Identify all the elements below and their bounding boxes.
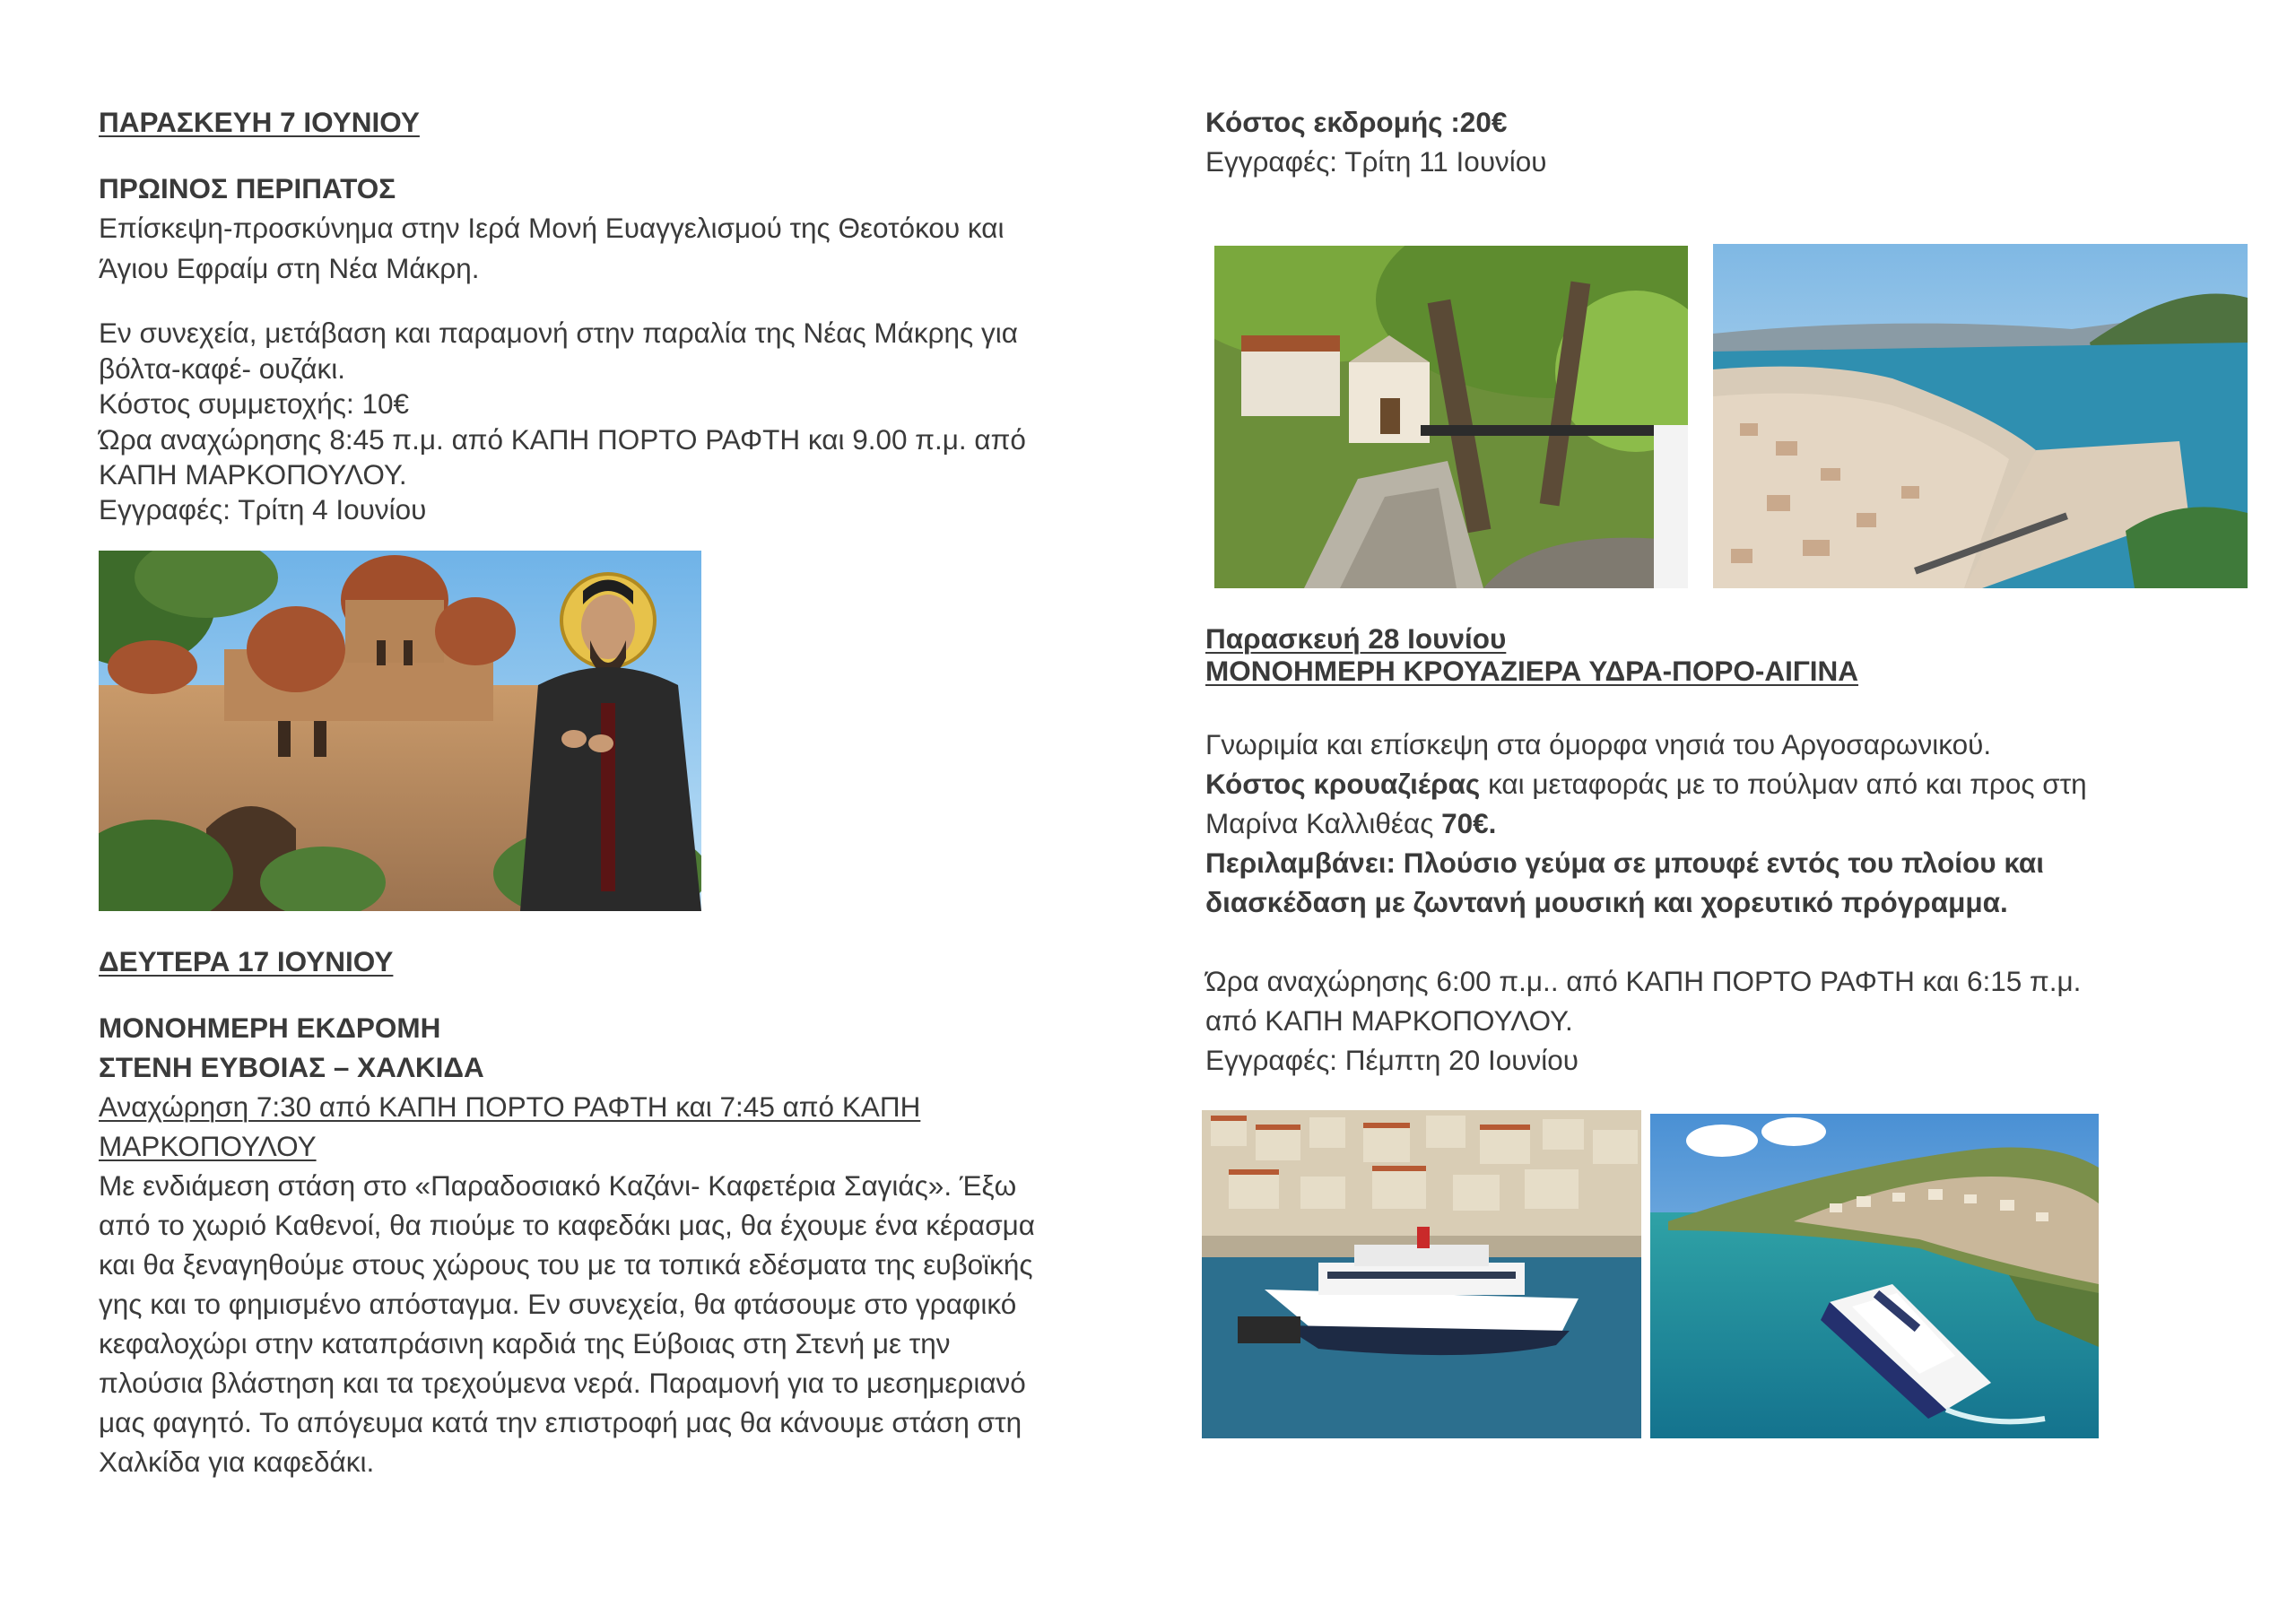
event-departure-line2: ΜΑΡΚΟΠΟΥΛΟΥ <box>99 1130 317 1162</box>
event-body-line: μας φαγητό. Το απόγευμα κατά την επιστροφή μας θα κάνουμε στάση στη <box>99 1406 1022 1438</box>
cruise-cost-line1 <box>1205 764 2087 804</box>
event-description-line1: Επίσκεψη-προσκύνημα στην Ιερά Μονή Ευαγγελισμού της Θεοτόκου και <box>99 212 1004 244</box>
event-departure-line2: ΚΑΠΗ ΜΑΡΚΟΠΟΥΛΟΥ. <box>99 458 407 491</box>
event-departure-line1: Ώρα αναχώρησης 8:45 π.μ. από ΚΑΠΗ ΠΟΡΤΟ ΡΑΦΤΗ και 9.00 π.μ. από <box>99 423 1026 456</box>
event-title-line1: ΜΟΝΟΗΜΕΡΗ ΕΚΔΡΟΜΗ <box>99 1012 441 1044</box>
stream-chapel-image <box>1214 246 1688 588</box>
event-date-june-7: ΠΑΡΑΣΚΕΥΗ 7 ΙΟΥΝΙΟΥ <box>99 106 420 138</box>
cruise-includes-line2: διασκέδαση με ζωντανή μουσική και χορευτικό πρόγραμμα. <box>1205 886 2008 918</box>
hydra-harbor-image <box>1202 1110 1641 1438</box>
event-description-line2: Άγιου Εφραίμ στη Νέα Μάκρη. <box>99 252 480 284</box>
cruise-intro: Γνωριμία και επίσκεψη στα όμορφα νησιά του Αργοσαρωνικού. <box>1205 728 1992 760</box>
event-body-line: γης και το φημισμένο απόσταγμα. Εν συνεχεία, θα φτάσουμε στο γραφικό <box>99 1288 1017 1320</box>
poros-cruise-image <box>1650 1114 2099 1438</box>
event-body-line: Με ενδιάμεση στάση στο «Παραδοσιακό Καζάνι- Καφετέρια Σαγιάς». Έξω <box>99 1169 1017 1202</box>
cruise-date: Παρασκευή 28 Ιουνίου <box>1205 622 1507 655</box>
cruise-cost-rest: και μεταφοράς με το πούλμαν από και προς στη <box>1480 768 2087 800</box>
event-body-line: και θα ξεναγηθούμε στους χώρους του με τα τοπικά εδέσματα της ευβοϊκής <box>99 1248 1033 1281</box>
event-body-line: πλούσια βλάστηση και τα τρεχούμενα νερά. Παραμονή για το μεσημεριανό <box>99 1367 1026 1399</box>
cruise-cost-amount: 70€. <box>1441 807 1497 839</box>
cruise-departure-line1: Ώρα αναχώρησης 6:00 π.μ.. από ΚΑΠΗ ΠΟΡΤΟ ΡΑΦΤΗ και 6:15 π.μ. <box>1205 965 2082 997</box>
event-departure-line1: Αναχώρηση 7:30 από ΚΑΠΗ ΠΟΡΤΟ ΡΑΦΤΗ και 7:45 από ΚΑΠΗ <box>99 1090 921 1123</box>
event-body-line: Χαλκίδα για καφεδάκι. <box>99 1446 375 1478</box>
cruise-departure-line2: από ΚΑΠΗ ΜΑΡΚΟΠΟΥΛΟΥ. <box>1205 1004 1573 1037</box>
event-body-line: κεφαλοχώρι στην καταπράσινη καρδιά της Εύβοιας στη Στενή με την <box>99 1327 951 1359</box>
event-title-morning-walk: ΠΡΩΙΝΟΣ ΠΕΡΙΠΑΤΟΣ <box>99 172 396 204</box>
cruise-cost-line2 <box>1205 803 1496 844</box>
event-registrations: Εγγραφές: Τρίτη 4 Ιουνίου <box>99 493 427 525</box>
cruise-registrations: Εγγραφές: Πέμπτη 20 Ιουνίου <box>1205 1044 1578 1076</box>
trip-cost: Κόστος εκδρομής :20€ <box>1205 106 1508 138</box>
event-date-june-17: ΔΕΥΤΕΡΑ 17 ΙΟΥΝΙΟΥ <box>99 945 394 977</box>
cruise-cost-location: Μαρίνα Καλλιθέας <box>1205 807 1442 839</box>
event-body-line: από το χωριό Καθενοί, θα πιούμε το καφεδάκι μας, θα έχουμε ένα κέρασμα <box>99 1209 1036 1241</box>
event-cost: Κόστος συμμετοχής: 10€ <box>99 387 410 420</box>
cruise-title: ΜΟΝΟΗΜΕΡΗ ΚΡΟΥΑΖΙΕΡΑ ΥΔΡΑ-ΠΟΡΟ-ΑΙΓΙΝΑ <box>1205 655 1859 687</box>
event-continuation-line1: Εν συνεχεία, μετάβαση και παραμονή στην παραλία της Νέας Μάκρης για <box>99 317 1018 349</box>
cruise-includes-line1: Περιλαμβάνει: Πλούσιο γεύμα σε μπουφέ εντός του πλοίου και <box>1205 847 2044 879</box>
chalkida-aerial-image <box>1713 244 2248 588</box>
trip-registrations: Εγγραφές: Τρίτη 11 Ιουνίου <box>1205 145 1547 178</box>
monastery-saint-image <box>99 551 701 911</box>
cruise-cost-label: Κόστος κρουαζιέρας <box>1205 768 1481 800</box>
event-continuation-line2: βόλτα-καφέ- ουζάκι. <box>99 352 346 385</box>
event-title-line2: ΣΤΕΝΗ ΕΥΒΟΙΑΣ – ΧΑΛΚΙΔΑ <box>99 1051 484 1083</box>
